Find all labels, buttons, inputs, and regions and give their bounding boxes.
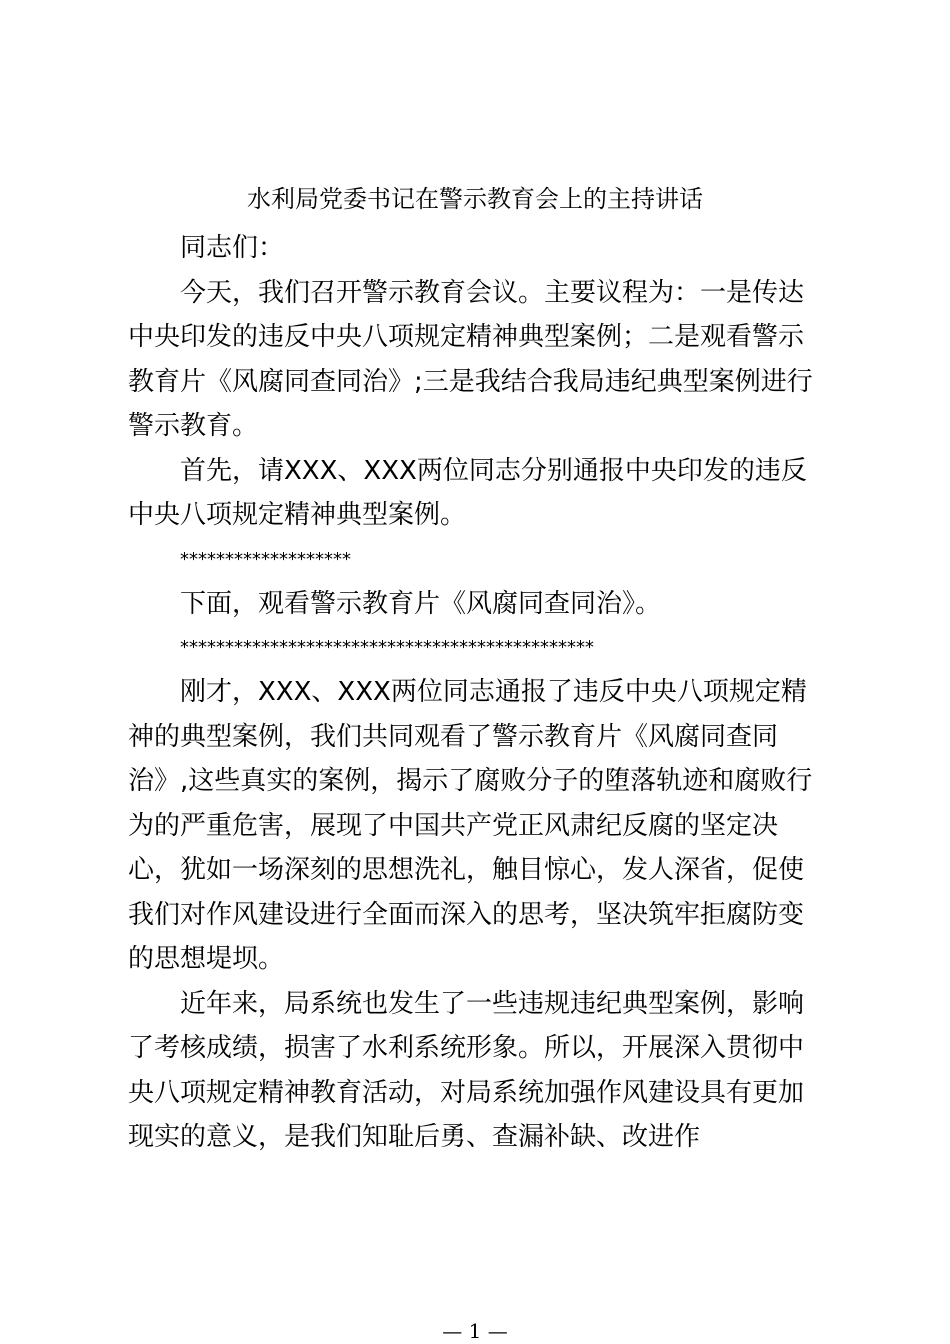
separator-short: ******************* [180, 548, 351, 570]
document-title: 水利局党委书记在警示教育会上的主持讲话 [247, 185, 703, 213]
separator-long: ********************************************** [180, 637, 594, 658]
paragraph-recent-cases: 近年来，局系统也发生了一些违规违纪典型案例，影响了考核成绩，损害了水利系统形象。所以，开展深入贯彻中央八项规定精神教育活动，对局系统加强作风建设具有更加现实的意义，是我们知耻后勇、查漏补缺、改进作 [128, 988, 805, 1152]
paragraph-agenda: 今天，我们召开警示教育会议。主要议程为：一是传达中央印发的违反中央八项规定精神典型案例；二是观看警示教育片《风腐同查同治》;三是我结合我局违纪典型案例进行警示教育。 [128, 277, 813, 441]
paragraph-reflection: 刚才，XXX、XXX两位同志通报了违反中央八项规定精神的典型案例，我们共同观看了警示教育片《风腐同查同治》,这些真实的案例，揭示了腐败分子的堕落轨迹和腐败行为的严重危害，展现了中国共产党正风肃纪反腐的坚定决心，犹如一场深刻的思想洗礼，触目惊心，发人深省，促使我们对作风建设进行全面而深入的思考，坚决筑牢拒腐防变的思想堤坝。 [128, 677, 813, 974]
paragraph-film: 下面，观看警示教育片《风腐同查同治》。 [180, 588, 662, 619]
salutation: 同志们： [180, 233, 285, 263]
paragraph-report: 首先，请XXX、XXX两位同志分别通报中央印发的违反中央八项规定精神典型案例。 [128, 455, 807, 530]
page-number: — 1 — [442, 1319, 508, 1343]
document-body [128, 226, 828, 1160]
